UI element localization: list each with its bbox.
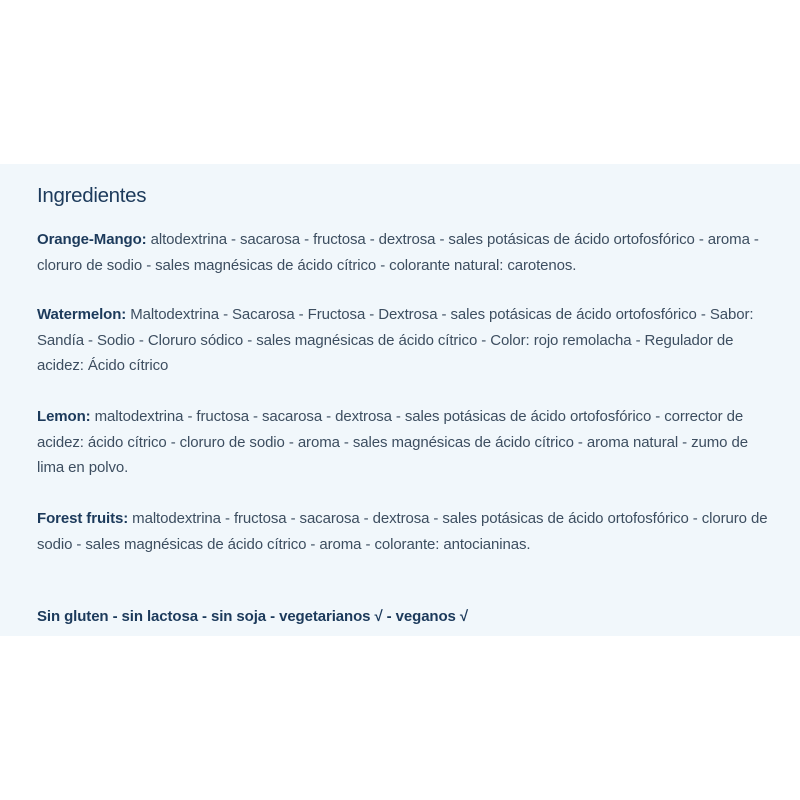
ingredient-list: maltodextrina - fructosa - sacarosa - dextrosa - sales potásicas de ácido ortofosfórico - corrector de acidez: ácido cítrico - cloruro de sodio - aroma - sales magnésicas de ácido cítrico - aroma natural - zumo de lima en polvo. bbox=[37, 408, 748, 476]
dietary-claims: Sin gluten - sin lactosa - sin soja - vegetarianos √ - veganos √ bbox=[37, 608, 469, 625]
ingredients-panel bbox=[0, 164, 800, 636]
ingredient-list: Maltodextrina - Sacarosa - Fructosa - Dextrosa - sales potásicas de ácido ortofosfórico - Sabor: Sandía - Sodio - Cloruro sódico - sales magnésicas de ácido cítrico - Color: rojo remolacha - Regulador de acidez: Ácido cítrico bbox=[37, 306, 754, 374]
ingredient-paragraph-watermelon bbox=[37, 302, 777, 379]
ingredient-list: altodextrina - sacarosa - fructosa - dextrosa - sales potásicas de ácido ortofosfórico - aroma - cloruro de sodio - sales magnésicas de ácido cítrico - colorante natural: carotenos. bbox=[37, 231, 759, 274]
section-title: Ingredientes bbox=[37, 184, 147, 207]
flavor-name: Forest fruits: bbox=[37, 510, 129, 527]
ingredient-list: maltodextrina - fructosa - sacarosa - dextrosa - sales potásicas de ácido ortofosfórico - cloruro de sodio - sales magnésicas de ácido cítrico - aroma - colorante: antocianinas. bbox=[37, 510, 768, 553]
ingredient-paragraph-forest-fruits bbox=[37, 506, 777, 557]
ingredient-paragraph-orange-mango bbox=[37, 227, 777, 278]
ingredient-paragraph-lemon bbox=[37, 404, 777, 481]
flavor-name: Watermelon: bbox=[37, 306, 127, 323]
flavor-name: Lemon: bbox=[37, 408, 91, 425]
flavor-name: Orange-Mango: bbox=[37, 231, 147, 248]
